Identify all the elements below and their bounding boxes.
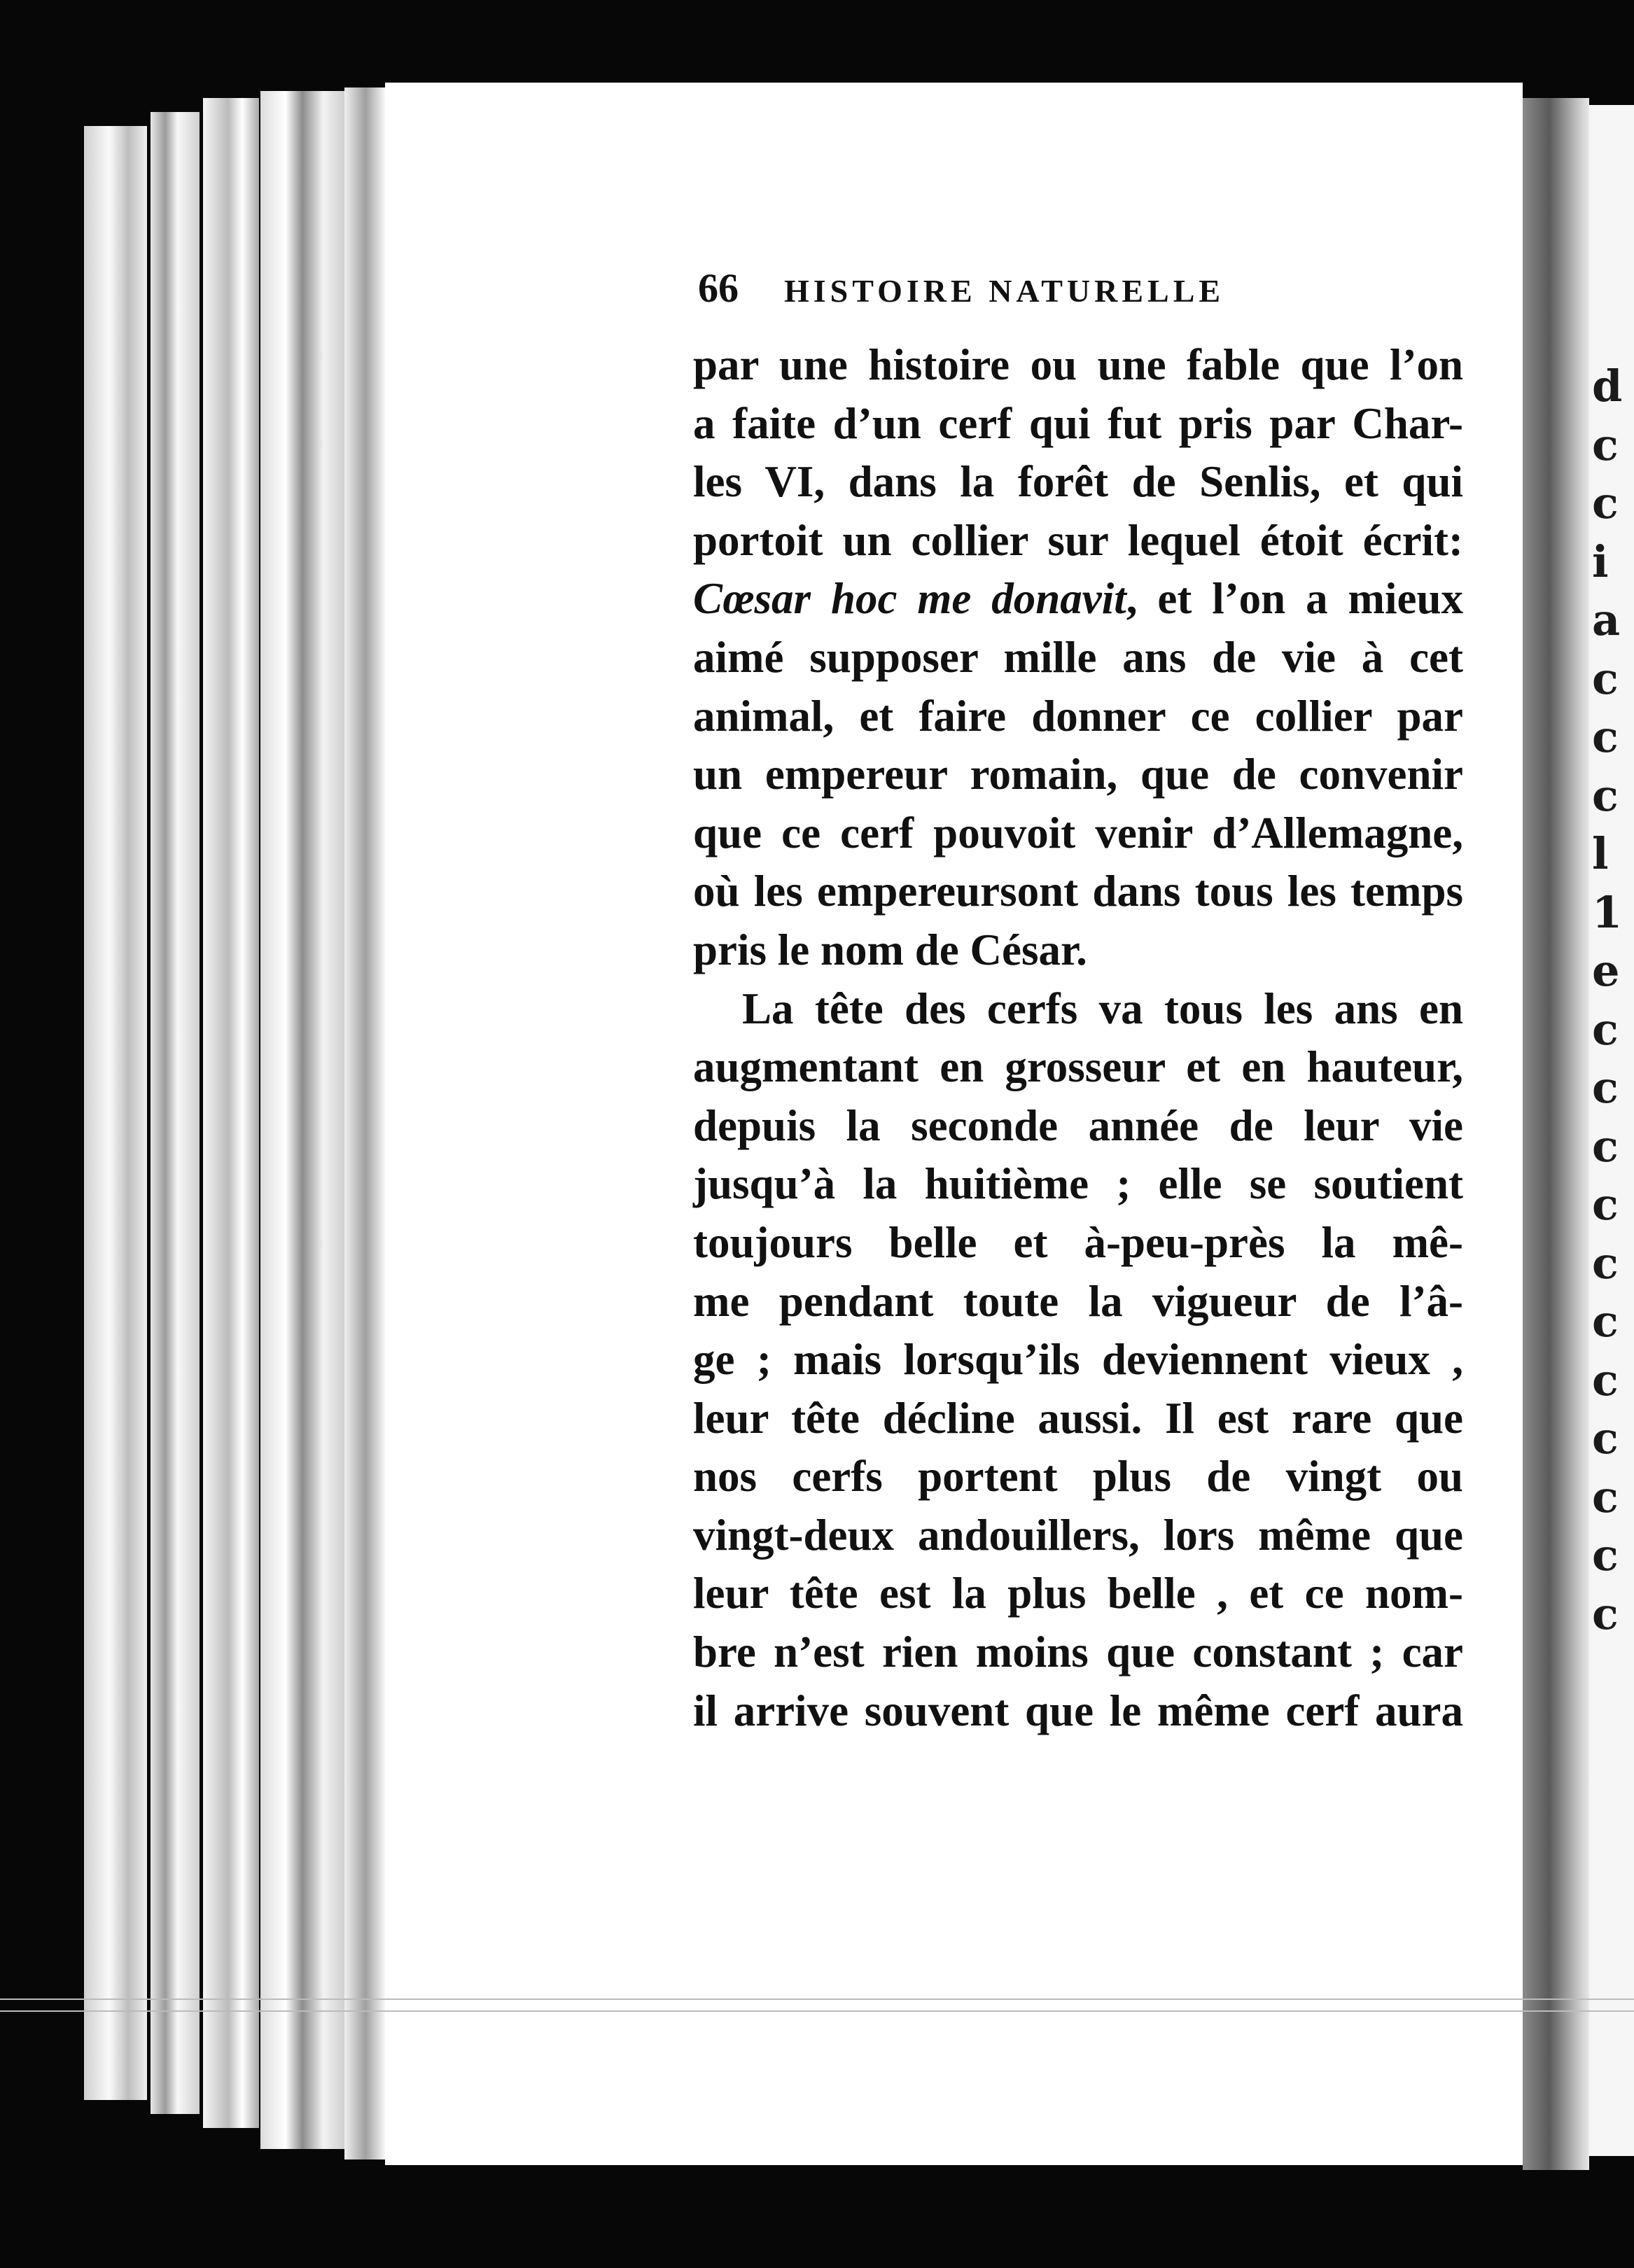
text-line: leur tête décline aussi. Il est rare que bbox=[693, 1393, 1463, 1443]
text-line: La tête des cerfs va tous les ans en bbox=[742, 983, 1463, 1033]
running-header bbox=[698, 265, 1468, 312]
facing-page-letter: c bbox=[1592, 769, 1619, 821]
paragraph bbox=[693, 336, 1463, 980]
text-run: , et l’on a mieux bbox=[1126, 574, 1463, 624]
facing-page-letter: e bbox=[1592, 945, 1620, 996]
facing-page-letter: c bbox=[1592, 1179, 1619, 1230]
facing-page bbox=[1589, 105, 1634, 2156]
text-line: par une histoire ou une fable que l’on bbox=[693, 340, 1463, 389]
page-edge bbox=[260, 91, 344, 2149]
text-line: il arrive souvent que le même cerf aura bbox=[693, 1686, 1463, 1735]
text-line: un empereur romain, que de convenir bbox=[693, 750, 1463, 799]
facing-page-letter: l bbox=[1592, 828, 1609, 879]
text-line: leur tête est la plus belle , et ce nom- bbox=[693, 1569, 1463, 1618]
text-line: nos cerfs portent plus de vingt ou bbox=[693, 1452, 1463, 1502]
text-line: vingt-deux andouillers, lors même que bbox=[693, 1510, 1463, 1560]
facing-page-letter: c bbox=[1592, 419, 1619, 470]
facing-page-letter: c bbox=[1592, 652, 1619, 704]
text-line: toujours belle et à-peu-près la mê- bbox=[693, 1217, 1463, 1267]
facing-page-letter: c bbox=[1592, 1237, 1619, 1289]
facing-page-letter: c bbox=[1592, 711, 1619, 762]
text-line: portoit un collier sur lequel étoit écrit: bbox=[693, 515, 1463, 565]
page-edge bbox=[151, 112, 200, 2114]
page-number: 66 bbox=[698, 265, 739, 311]
text-line: me pendant toute la vigueur de l’â- bbox=[693, 1276, 1463, 1326]
text-line: ge ; mais lorsqu’ils deviennent vieux , bbox=[693, 1335, 1463, 1385]
page-edge bbox=[203, 98, 259, 2128]
text-line: que ce cerf pouvoit venir d’Allemagne, bbox=[693, 808, 1463, 858]
facing-page-letter: c bbox=[1592, 1530, 1619, 1581]
text-line: animal, et faire donner ce collier par bbox=[693, 691, 1463, 741]
text-line: augmentant en grosseur et en hauteur, bbox=[693, 1042, 1463, 1092]
text-line: aimé supposer mille ans de vie à cet bbox=[693, 632, 1463, 682]
facing-page-letter: c bbox=[1592, 1003, 1619, 1055]
text-line: depuis la seconde année de leur vie bbox=[693, 1100, 1463, 1150]
scan-artifact bbox=[0, 2010, 1634, 2012]
text-line: où les empereursont dans tous les temps bbox=[693, 867, 1463, 916]
facing-page-letter: c bbox=[1592, 477, 1619, 528]
facing-page-letter: c bbox=[1592, 1471, 1619, 1522]
facing-page-letter: c bbox=[1592, 1354, 1619, 1406]
italic-quote: Cœsar hoc me donavit bbox=[693, 574, 1126, 624]
facing-page-letter: c bbox=[1592, 1588, 1619, 1639]
facing-page-letter: c bbox=[1592, 1296, 1619, 1347]
text-line: jusqu’à la huitième ; elle se soutient bbox=[693, 1159, 1463, 1209]
text-line bbox=[693, 570, 1463, 629]
text-line: bre n’est rien moins que constant ; car bbox=[693, 1628, 1463, 1677]
page-edge bbox=[344, 88, 386, 2160]
text-line: les VI, dans la forêt de Senlis, et qui bbox=[693, 457, 1463, 507]
facing-page-letter: c bbox=[1592, 1062, 1619, 1113]
facing-page-letter: a bbox=[1592, 594, 1621, 645]
facing-page-text bbox=[1592, 357, 1634, 1643]
facing-page-letter: c bbox=[1592, 1413, 1619, 1464]
scan-artifact bbox=[0, 1998, 1634, 2000]
body-text bbox=[693, 336, 1463, 1740]
paragraph bbox=[693, 980, 1463, 1741]
facing-page-letter: d bbox=[1592, 360, 1623, 412]
page-edge bbox=[84, 126, 147, 2100]
facing-page-letter: 1 bbox=[1592, 886, 1623, 938]
text-line: pris le nom de César. bbox=[693, 925, 1087, 974]
running-title: HISTOIRE NATURELLE bbox=[784, 273, 1225, 309]
facing-page-letter: c bbox=[1592, 1120, 1619, 1172]
gutter-shadow bbox=[1523, 98, 1589, 2170]
facing-page-letter: i bbox=[1592, 536, 1609, 587]
text-line: a faite d’un cerf qui fut pris par Char- bbox=[693, 398, 1463, 448]
